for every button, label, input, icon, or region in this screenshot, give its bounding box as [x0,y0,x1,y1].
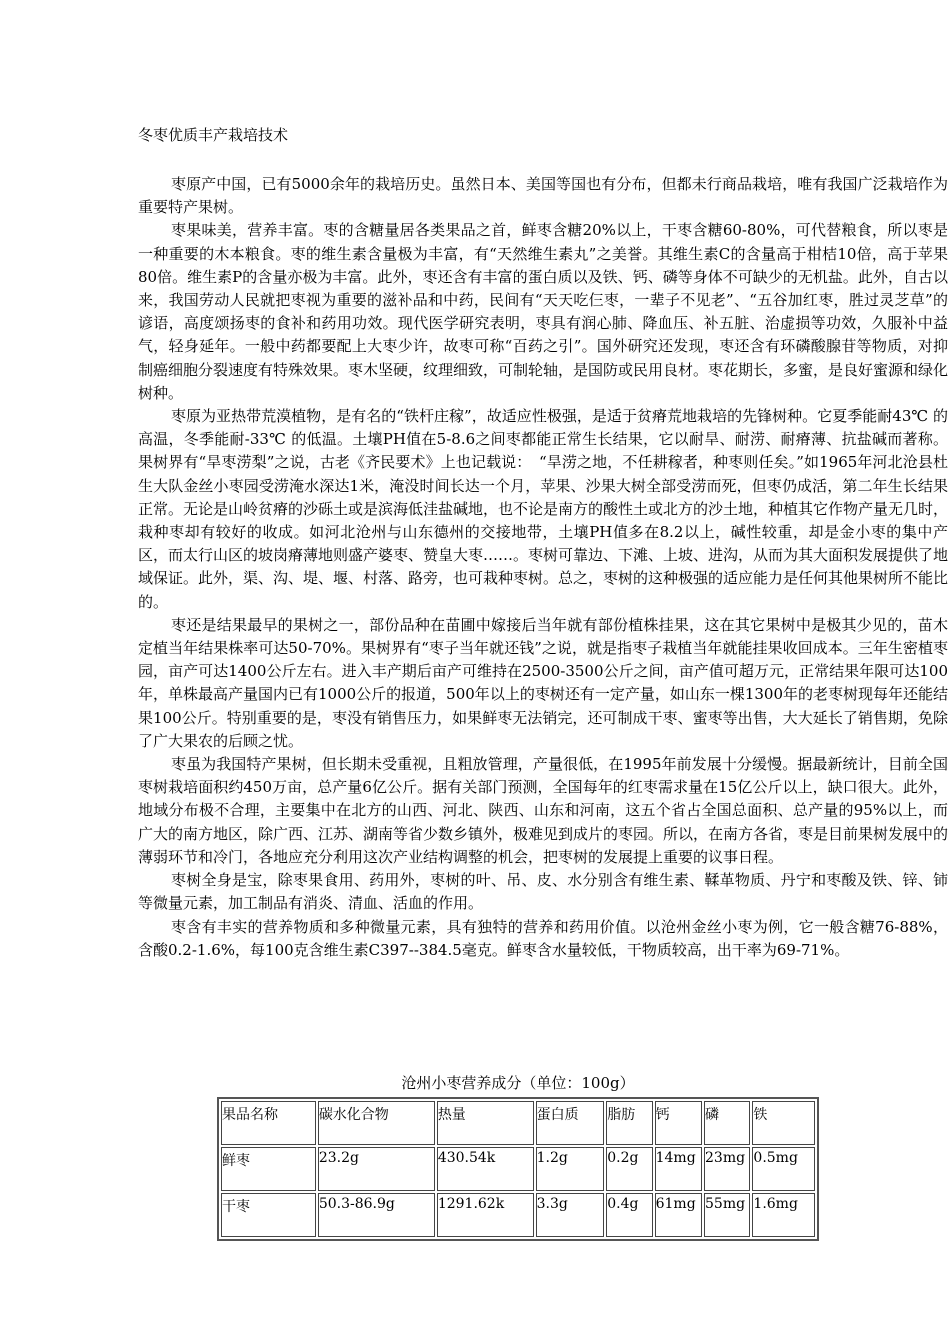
header-cell: 铁 [752,1101,815,1145]
table-cell: 1.2g [536,1147,605,1191]
header-cell: 蛋白质 [536,1101,605,1145]
document-body [138,173,948,962]
header-cell: 钙 [655,1101,702,1145]
paragraph: 枣还是结果最早的果树之一，部份品种在苗圃中嫁接后当年就有部份植株挂果，这在其它果树中是极其少见的，苗木定植当年结果株率可达50-70%。果树界有“枣子当年就还钱”之说，就是指枣子栽植当年就能挂果收回成本。三年生密植枣园，亩产可达1400公斤左右。进入丰产期后亩产可维持在2500-3500公斤之间，亩产值可超万元，正常结果年限可达100年，单株最高产量国内已有1000公斤的报道，500年以上的枣树还有一定产量，如山东一棵1300年的老枣树现每年还能结果100公斤。特别重要的是，枣没有销售压力，如果鲜枣无法销完，还可制成干枣、蜜枣等出售，大大延长了销售期，免除了广大果农的后顾之忧。 [138,615,948,750]
table-cell: 430.54k [437,1147,534,1191]
header-cell: 磷 [704,1101,750,1145]
header-cell: 脂肪 [606,1101,652,1145]
document-title: 冬枣优质丰产栽培技术 [138,126,289,144]
table-cell: 1.6mg [752,1193,815,1237]
table-cell: 61mg [655,1193,702,1237]
nutrition-table [217,1097,819,1241]
table-cell: 23.2g [318,1147,435,1191]
paragraph: 枣果味美，营养丰富。枣的含糖量居各类果品之首，鲜枣含糖20%以上，干枣含糖60-80%，可代替粮食，所以枣是一种重要的木本粮食。枣的维生素含量极为丰富，有“天然维生素丸”之美誉。其维生素C的含量高于柑桔10倍，高于苹果80倍。维生素P的含量亦极为丰富。此外，枣还含有丰富的蛋白质以及铁、钙、磷等身体不可缺少的无机盐。此外，自古以来，我国劳动人民就把枣视为重要的滋补品和中药，民间有“天天吃仨枣，一辈子不见老”、“五谷加红枣，胜过灵芝草”的谚语，高度颂扬枣的食补和药用功效。现代医学研究表明，枣具有润心肺、降血压、补五脏、治虚损等功效，久服补中益气，轻身延年。一般中药都要配上大枣少许，故枣可称“百药之引”。国外研究还发现，枣还含有环磷酸腺苷等物质，对抑制癌细胞分裂速度有特殊效果。枣木坚硬，纹理细致，可制轮轴，是国防或民用良材。枣花期长，多蜜，是良好蜜源和绿化树种。 [138,221,949,402]
table-row [221,1193,815,1237]
table-cell: 0.4g [606,1193,652,1237]
paragraph: 枣虽为我国特产果树，但长期未受重视，且粗放管理，产量很低，在1995年前发展十分缓慢。据最新统计，目前全国枣树栽培面积约450万亩，总产量6亿公斤。据有关部门预测，全国每年的红枣需求量在15亿公斤以上，缺口很大。此外，地域分布极不合理，主要集中在北方的山西、河北、陕西、山东和河南，这五个省占全国总面积、总产量的95%以上，而广大的南方地区，除广西、江苏、湖南等省少数乡镇外，极难见到成片的枣园。所以，在南方各省，枣是目前果树发展中的薄弱环节和冷门，各地应充分利用这次产业结构调整的机会，把枣树的发展提上重要的议事日程。 [138,755,949,866]
header-cell: 果品名称 [221,1101,316,1145]
table-cell: 1291.62k [437,1193,534,1237]
table-row [221,1147,815,1191]
table-cell: 干枣 [221,1193,316,1237]
table-cell: 0.2g [606,1147,652,1191]
header-cell: 碳水化合物 [318,1101,435,1145]
table-cell: 0.5mg [752,1147,815,1191]
table-cell: 55mg [704,1193,750,1237]
paragraph: 枣原产中国，已有5000余年的栽培历史。虽然日本、美国等国也有分布，但都未行商品栽培，唯有我国广泛栽培作为重要特产果树。 [138,175,948,217]
table-cell: 50.3-86.9g [318,1193,435,1237]
table-cell: 14mg [655,1147,702,1191]
table-cell: 23mg [704,1147,750,1191]
table-caption: 沧州小枣营养成分（单位：100g） [401,1074,635,1092]
table-header-row [221,1101,815,1145]
paragraph: 枣含有丰实的营养物质和多种微量元素，具有独特的营养和药用价值。以沧州金丝小枣为例，它一般含糖76-88%，含酸0.2-1.6%，每100克含维生素C397--384.5毫克。鲜枣含水量较低，干物质较高，出干率为69-71%。 [138,917,948,959]
paragraph: 枣树全身是宝，除枣果食用、药用外，枣树的叶、吊、皮、水分别含有维生素、鞣革物质、丹宁和枣酸及铁、锌、铈等微量元素，加工制品有消炎、清血、活血的作用。 [138,871,948,913]
table-cell: 3.3g [536,1193,605,1237]
header-cell: 热量 [437,1101,534,1145]
table-cell: 鲜枣 [221,1147,316,1191]
paragraph: 枣原为亚热带荒漠植物，是有名的“铁杆庄稼”，故适应性极强，是适于贫瘠荒地栽培的先锋树种。它夏季能耐43℃ 的高温，冬季能耐-33℃ 的低温。土壤PH值在5-8.6之间枣都能正常生长结果，它以耐旱、耐涝、耐瘠薄、抗盐碱而著称。果树界有“旱枣涝梨”之说，古老《齐民要术》上也记载说： “旱涝之地，不任耕稼者，种枣则任矣。”如1965年河北沧县杜生大队金丝小枣园受涝淹水深达1米，淹没时间长达一个月，苹果、沙果大树全部受涝而死，但枣仍成活，第二年生长结果正常。无论是山岭贫瘠的沙砾土或是滨海低洼盐碱地，也不论是南方的酸性土或北方的沙土地，种植其它作物产量无几时，栽种枣却有较好的收成。如河北沧州与山东德州的交接地带，土壤PH值多在8.2以上，碱性较重，却是金小枣的集中产区，而太行山区的坡岗瘠薄地则盛产婆枣、赞皇大枣……。枣树可靠边、下滩、上坡、进沟，从而为其大面积发展提供了地域保证。此外，渠、沟、堤、堰、村落、路旁，也可栽种枣树。总之，枣树的这种极强的适应能力是任何其他果树所不能比的。 [138,407,949,611]
